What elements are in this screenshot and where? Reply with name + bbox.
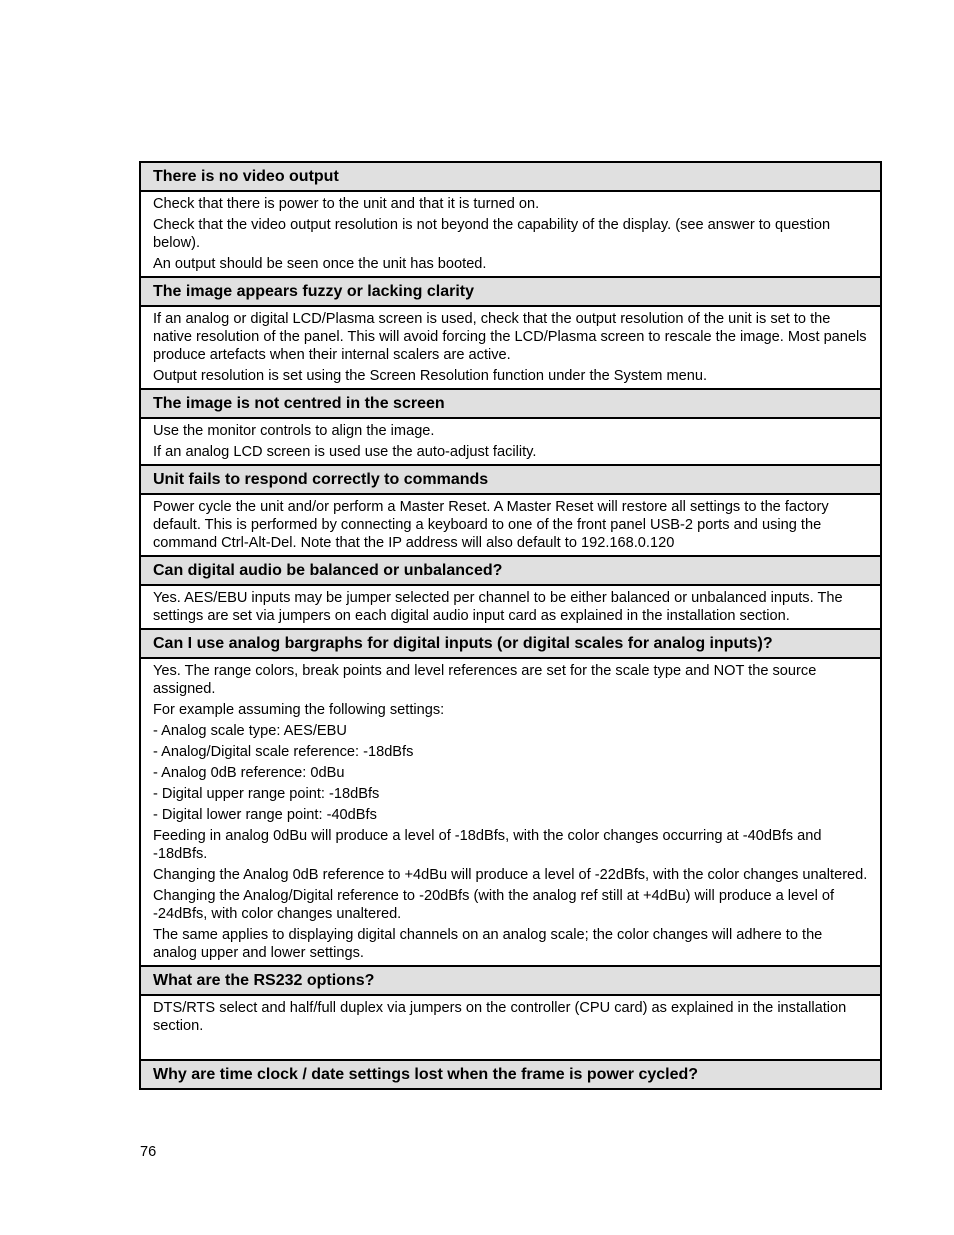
faq-question: Can digital audio be balanced or unbalanced?	[141, 557, 880, 586]
answer-paragraph: Output resolution is set using the Screen Resolution function under the System menu.	[153, 368, 708, 384]
answer-paragraph: Check that there is power to the unit and that it is turned on.	[153, 196, 540, 212]
answer-paragraph: For example assuming the following settings:	[153, 702, 445, 718]
faq-answer	[141, 996, 880, 1061]
faq-question: There is no video output	[141, 163, 880, 192]
answer-paragraph: Use the monitor controls to align the image.	[153, 423, 435, 439]
faq-question: Unit fails to respond correctly to commands	[141, 466, 880, 495]
answer-list-item: - Analog 0dB reference: 0dBu	[153, 765, 345, 781]
answer-paragraph: Changing the Analog 0dB reference to +4dBu will produce a level of -22dBfs, with the color changes unaltered.	[153, 867, 868, 883]
faq-answer	[141, 586, 880, 630]
answer-paragraph: Yes. AES/EBU inputs may be jumper selected per channel to be either balanced or unbalanced inputs. The settings are set via jumpers on each digital audio input card as explained in the installation section.	[153, 590, 843, 624]
answer-list-item: - Analog scale type: AES/EBU	[153, 723, 347, 739]
answer-paragraph: Check that the video output resolution is not beyond the capability of the display. (see answer to question below).	[153, 217, 831, 251]
faq-answer	[141, 192, 880, 278]
faq-question: What are the RS232 options?	[141, 967, 880, 996]
faq-question: The image is not centred in the screen	[141, 390, 880, 419]
faq-answer	[141, 659, 880, 967]
answer-paragraph: Changing the Analog/Digital reference to -20dBfs (with the analog ref still at +4dBu) will produce a level of -24dBfs, with color changes unaltered.	[153, 888, 835, 922]
faq-question: Why are time clock / date settings lost when the frame is power cycled?	[141, 1061, 880, 1088]
answer-paragraph: An output should be seen once the unit has booted.	[153, 256, 487, 272]
faq-answer	[141, 419, 880, 466]
answer-list-item: - Analog/Digital scale reference: -18dBfs	[153, 744, 414, 760]
faq-table	[139, 161, 882, 1090]
faq-question: The image appears fuzzy or lacking clarity	[141, 278, 880, 307]
faq-answer	[141, 495, 880, 557]
page-number: 76	[140, 1144, 157, 1160]
faq-answer	[141, 307, 880, 390]
answer-paragraph: Power cycle the unit and/or perform a Master Reset. A Master Reset will restore all settings to the factory default. This is performed by connecting a keyboard to one of the front panel USB-2 ports and using the command Ctrl-Alt-Del. Note that the IP address will also default to 192.168.0.120	[153, 499, 829, 551]
answer-paragraph: The same applies to displaying digital channels on an analog scale; the color changes will adhere to the analog upper and lower settings.	[153, 927, 823, 961]
answer-paragraph: DTS/RTS select and half/full duplex via jumpers on the controller (CPU card) as explained in the installation section.	[153, 1000, 847, 1034]
answer-paragraph: Feeding in analog 0dBu will produce a level of -18dBfs, with the color changes occurring at -40dBfs and -18dBfs.	[153, 828, 822, 862]
answer-paragraph: If an analog LCD screen is used use the auto-adjust facility.	[153, 444, 537, 460]
answer-list-item: - Digital upper range point: -18dBfs	[153, 786, 380, 802]
answer-list-item: - Digital lower range point: -40dBfs	[153, 807, 377, 823]
answer-paragraph: Yes. The range colors, break points and level references are set for the scale type and NOT the source assigned.	[153, 663, 817, 697]
faq-question: Can I use analog bargraphs for digital inputs (or digital scales for analog inputs)?	[141, 630, 880, 659]
answer-paragraph: If an analog or digital LCD/Plasma screen is used, check that the output resolution of the unit is set to the native resolution of the panel. This will avoid forcing the LCD/Plasma screen to rescale the image. Most panels produce artefacts when their internal scalers are active.	[153, 311, 867, 363]
